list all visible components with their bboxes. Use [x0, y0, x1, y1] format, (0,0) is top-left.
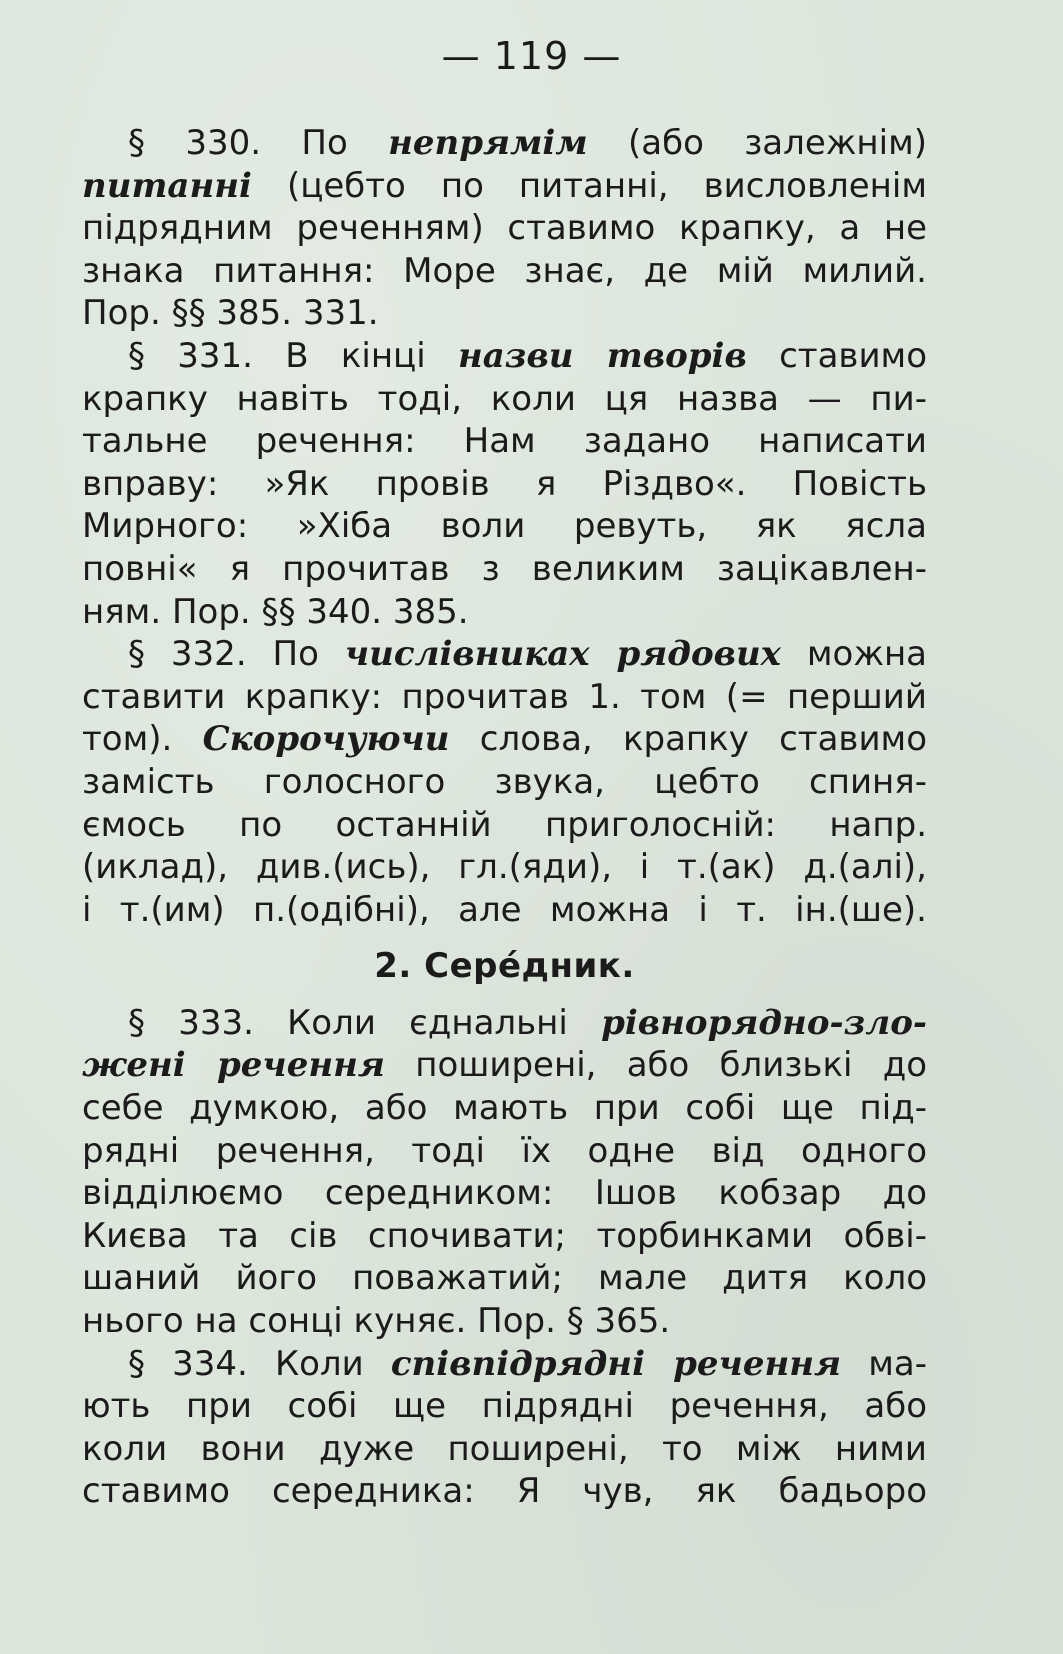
- emphasized-term: непрямім: [388, 123, 588, 163]
- text-run: § 332. По: [128, 634, 345, 675]
- text-line: [82, 548, 927, 591]
- text-run: тальне речення: Нам задано написати: [82, 421, 927, 462]
- paragraph-s331: [82, 335, 927, 633]
- section-heading: 2. Серéдник.: [374, 946, 635, 987]
- text-line: [82, 633, 927, 676]
- page-number: — 119 —: [441, 34, 622, 78]
- emphasized-term: жені речення: [82, 1045, 385, 1086]
- text-run: підрядним реченням) ставимо крапку, а не: [82, 208, 927, 249]
- emphasized-term: числівниках рядових: [344, 634, 781, 675]
- text-line: [82, 1257, 927, 1300]
- text-run: (або залежнім): [587, 123, 927, 163]
- text-line: [82, 889, 927, 932]
- text-run: Пор. §§ 385. 331.: [82, 293, 379, 334]
- paragraph-s332: [82, 633, 927, 931]
- text-line: [82, 463, 927, 506]
- text-run: крапку навіть тоді, коли ця назва — пи-: [82, 378, 927, 419]
- text-line: [82, 505, 927, 548]
- text-run: знака питання: Море знає, де мій милий.: [82, 250, 927, 291]
- text-run: Києва та сів спочивати; торбинками обві-: [82, 1215, 927, 1256]
- text-line: [82, 1172, 927, 1215]
- text-run: замість голосного звука, цебто спиня-: [82, 761, 927, 802]
- text-line: [82, 1044, 927, 1087]
- text-line: [82, 122, 927, 165]
- text-line: [82, 1385, 927, 1428]
- text-line: [82, 676, 927, 719]
- text-line: [82, 1002, 927, 1045]
- text-line: [82, 1130, 927, 1173]
- emphasized-term: рівнорядно-зло-: [601, 1002, 927, 1043]
- text-run: (иклад), див.(ись), гл.(яди), і т.(ак) д.(алі),: [82, 847, 927, 888]
- text-line: [82, 1470, 927, 1513]
- emphasized-term: питанні: [82, 165, 252, 206]
- text-line: [82, 591, 927, 634]
- paragraph-s333: [82, 1002, 927, 1343]
- text-line: [82, 378, 927, 421]
- text-line: [82, 1343, 927, 1386]
- text-line: [82, 207, 927, 250]
- text-run: Мирного: »Хіба воли ревуть, як ясла: [82, 506, 927, 547]
- text-run: § 333. Коли єднальні: [128, 1002, 602, 1043]
- text-run: ставимо: [746, 335, 928, 376]
- text-line: [82, 718, 927, 761]
- text-line: [82, 1300, 927, 1343]
- text-run: ма-: [841, 1343, 928, 1384]
- text-run: § 334. Коли: [128, 1343, 391, 1384]
- text-run: і т.(им) п.(одібні), але можна і т. ін.(ше).: [82, 889, 927, 930]
- sections-after-heading: [82, 1002, 927, 1513]
- text-run: вправу: »Як провів я Різдво«. Повість: [82, 463, 927, 504]
- text-run: рядні речення, тоді їх одне від одного: [82, 1130, 927, 1171]
- text-run: § 331. В кінці: [128, 335, 458, 376]
- emphasized-term: співпідрядні речення: [390, 1343, 842, 1384]
- text-run: ставити крапку: прочитав 1. том (= перший: [82, 676, 927, 717]
- text-run: себе думкою, або мають при собі ще під-: [82, 1088, 927, 1129]
- text-run: ням. Пор. §§ 340. 385.: [82, 591, 469, 632]
- text-run: ють при собі ще підрядні речення, або: [82, 1386, 927, 1427]
- text-line: [82, 1087, 927, 1130]
- text-line: [82, 292, 927, 335]
- text-run: ставимо середника: Я чув, як бадьоро: [82, 1471, 927, 1512]
- text-run: слова, крапку ставимо: [449, 719, 928, 760]
- text-run: (цебто по питанні, висловленім: [251, 165, 927, 206]
- text-run: шаний його поважатий; мале дитя коло: [82, 1258, 927, 1299]
- text-line: [82, 420, 927, 463]
- text-run: том).: [82, 719, 203, 760]
- text-line: [82, 165, 927, 208]
- text-run: повні« я прочитав з великим зацікавлен-: [82, 548, 927, 589]
- text-run: поширені, або близькі до: [384, 1045, 927, 1086]
- text-line: [82, 761, 927, 804]
- body-text: [82, 122, 927, 1513]
- text-line: [82, 1428, 927, 1471]
- text-run: нього на сонці куняє. Пор. § 365.: [82, 1301, 671, 1342]
- emphasized-term: Скорочуючи: [202, 719, 450, 760]
- text-run: § 330. По: [128, 123, 389, 163]
- text-line: [82, 846, 927, 889]
- sections-before-heading: [82, 122, 927, 931]
- text-run: відділюємо середником: Ішов кобзар до: [82, 1173, 927, 1214]
- text-run: можна: [780, 634, 928, 675]
- text-line: [82, 250, 927, 293]
- paragraph-s334: [82, 1343, 927, 1513]
- text-run: коли вони дуже поширені, то між ними: [82, 1428, 927, 1469]
- text-run: ємось по останній приголосній: напр.: [82, 804, 927, 845]
- text-line: [82, 804, 927, 847]
- text-line: [82, 335, 927, 378]
- text-line: [82, 1215, 927, 1258]
- emphasized-term: назви творів: [457, 335, 747, 376]
- paragraph-s330: [82, 122, 927, 335]
